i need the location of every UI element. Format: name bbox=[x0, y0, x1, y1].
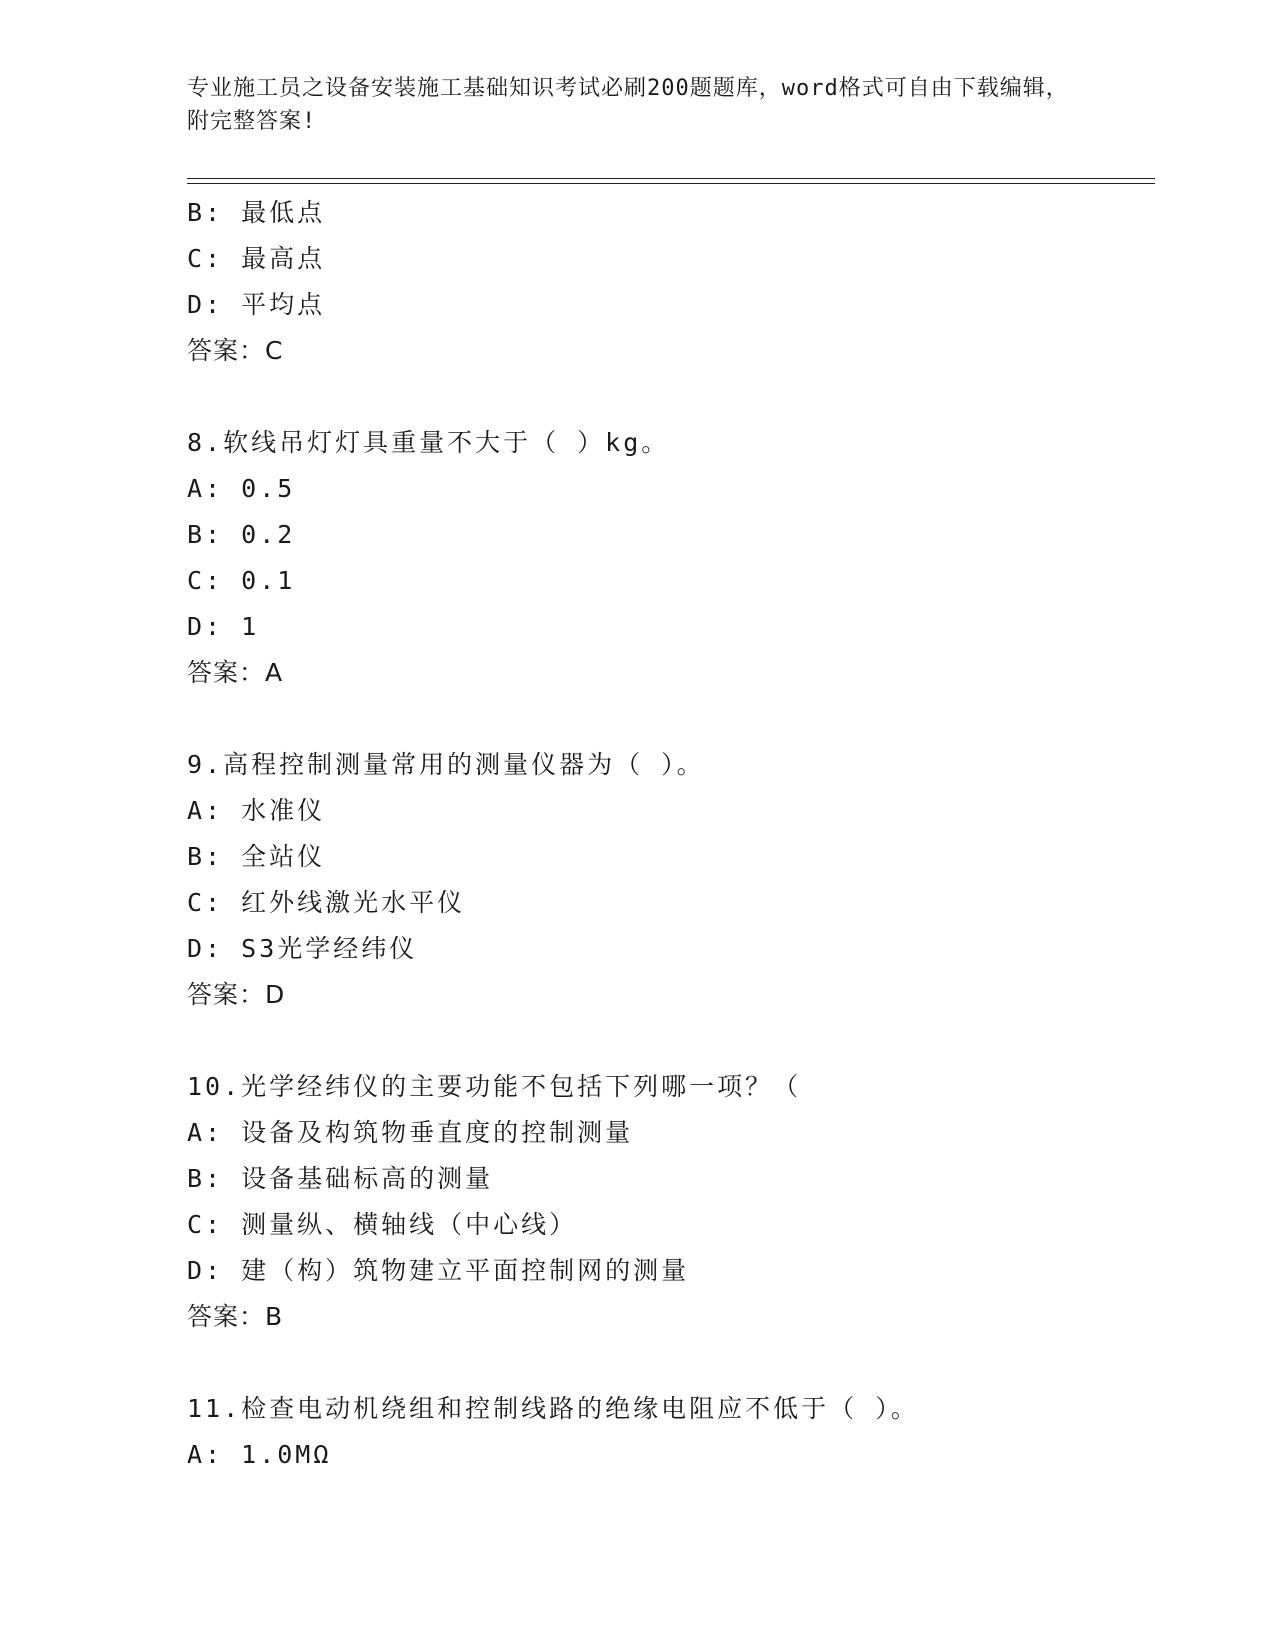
question-text: 8.软线吊灯灯具重量不大于（ ）kg。 bbox=[187, 428, 670, 457]
option-c: C: 最高点 bbox=[187, 244, 326, 273]
option-d: D: 1 bbox=[187, 612, 260, 641]
answer-label: 答案：A bbox=[187, 658, 284, 687]
question-text: 9.高程控制测量常用的测量仪器为（ ）。 bbox=[187, 750, 705, 779]
option-a: A: 1.0MΩ bbox=[187, 1440, 332, 1469]
option-d: D: 建（构）筑物建立平面控制网的测量 bbox=[187, 1256, 690, 1285]
question-item-partial bbox=[187, 190, 1147, 374]
header-title: 专业施工员之设备安装施工基础知识考试必刷200题题库，word格式可自由下载编辑，附完整答案! bbox=[187, 76, 1069, 134]
question-item-10 bbox=[187, 1064, 1147, 1340]
answer-label: 答案：B bbox=[187, 1302, 284, 1331]
question-text: 11.检查电动机绕组和控制线路的绝缘电阻应不低于（ ）。 bbox=[187, 1394, 919, 1423]
question-item-8 bbox=[187, 420, 1147, 696]
header-divider-top bbox=[187, 178, 1155, 179]
option-d: D: 平均点 bbox=[187, 290, 326, 319]
option-b: B: 设备基础标高的测量 bbox=[187, 1164, 494, 1193]
option-b: B: 0.2 bbox=[187, 520, 296, 549]
document-header bbox=[187, 72, 1087, 138]
question-text: 10.光学经纬仪的主要功能不包括下列哪一项？（ bbox=[187, 1072, 802, 1101]
header-divider-bottom bbox=[187, 183, 1155, 184]
option-a: A: 水准仪 bbox=[187, 796, 326, 825]
option-a: A: 设备及构筑物垂直度的控制测量 bbox=[187, 1118, 634, 1147]
option-b: B: 全站仪 bbox=[187, 842, 326, 871]
answer-label: 答案：C bbox=[187, 336, 284, 365]
option-c: C: 0.1 bbox=[187, 566, 296, 595]
answer-label: 答案：D bbox=[187, 980, 286, 1009]
question-list bbox=[187, 190, 1147, 1478]
option-a: A: 0.5 bbox=[187, 474, 296, 503]
option-c: C: 测量纵、横轴线（中心线） bbox=[187, 1210, 578, 1239]
question-item-11 bbox=[187, 1386, 1147, 1478]
option-c: C: 红外线激光水平仪 bbox=[187, 888, 466, 917]
question-item-9 bbox=[187, 742, 1147, 1018]
option-d: D: S3光学经纬仪 bbox=[187, 934, 418, 963]
option-b: B: 最低点 bbox=[187, 198, 326, 227]
